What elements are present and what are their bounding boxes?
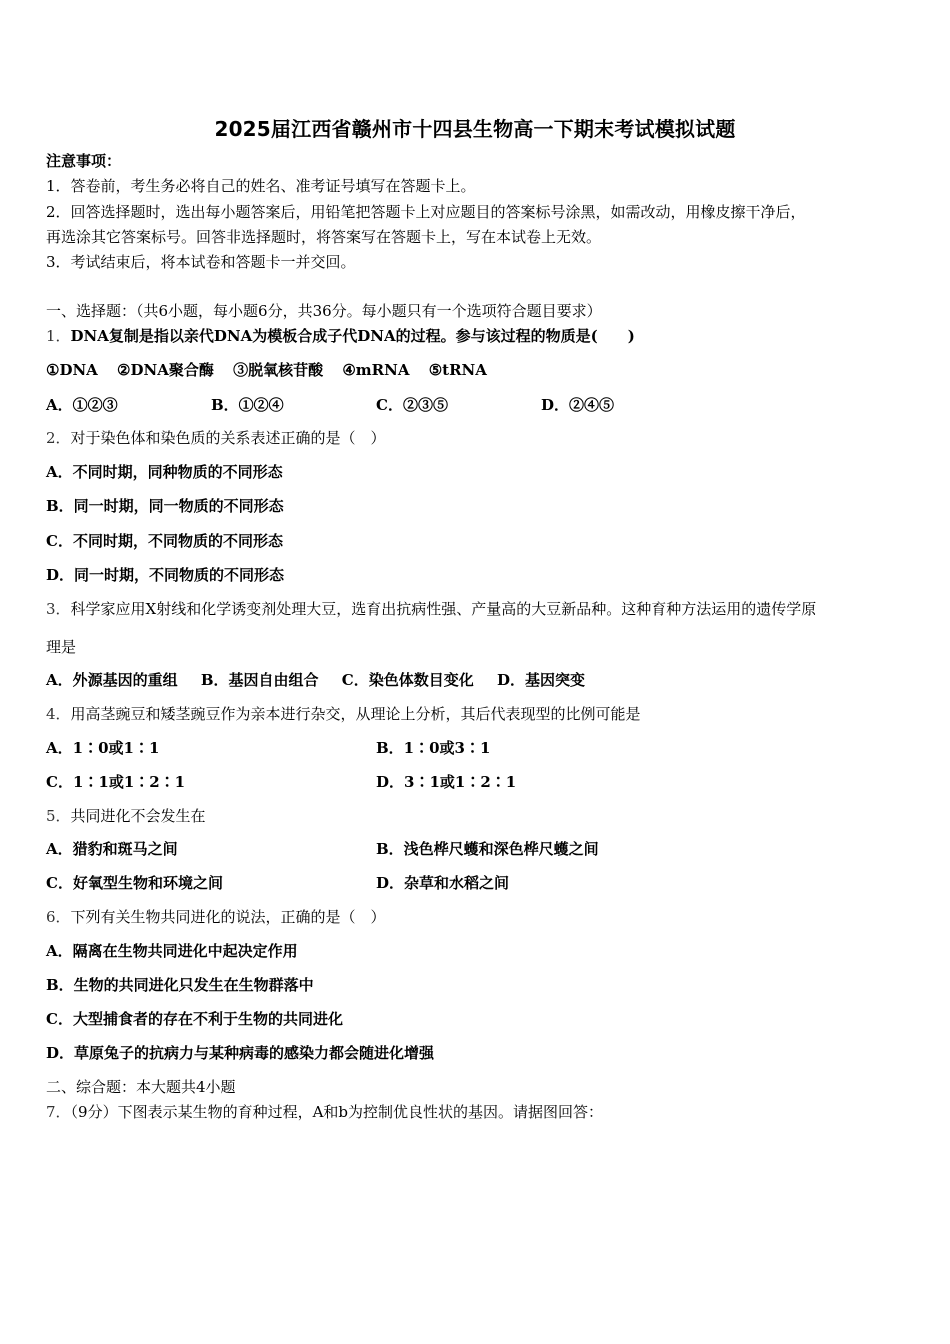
option-c: C．不同时期，不同物质的不同形态 xyxy=(46,532,283,550)
option-row xyxy=(46,670,585,690)
question-stem: 用高茎豌豆和矮茎豌豆作为亲本进行杂交，从理论上分析，其后代表现型的比例可能是 xyxy=(70,705,641,723)
option-b: B．基因自由组合 xyxy=(200,671,319,689)
notice-item: 1．答卷前，考生务必将自己的姓名、准考证号填写在答题卡上。 xyxy=(46,177,476,195)
option-a: A．①②③ xyxy=(46,396,118,414)
option-c: C．染色体数目变化 xyxy=(341,671,474,689)
option-b: B．浅色桦尺蠖和深色桦尺蠖之间 xyxy=(376,840,599,858)
notice-item: 3．考试结束后，将本试卷和答题卡一并交回。 xyxy=(46,253,356,271)
question-stem-continued: 理是 xyxy=(46,638,77,656)
option-a: A．1∶0或1∶1 xyxy=(46,739,160,757)
question-stem: 对于染色体和染色质的关系表述正确的是（ ） xyxy=(70,429,386,447)
question-number: 7． xyxy=(46,1103,71,1121)
question-number: 6． xyxy=(46,908,71,926)
option-a: A．外源基因的重组 xyxy=(46,671,178,689)
option-a: A．不同时期，同种物质的不同形态 xyxy=(46,463,283,481)
option-c: C．②③⑤ xyxy=(376,396,448,414)
option-a: A．隔离在生物共同进化中起决定作用 xyxy=(46,942,298,960)
option-b: B．生物的共同进化只发生在生物群落中 xyxy=(46,976,314,994)
question-2 xyxy=(46,428,386,448)
question-5 xyxy=(46,806,206,826)
question-number: 2． xyxy=(46,429,71,447)
notice-item: 2．回答选择题时，选出每小题答案后，用铅笔把答题卡上对应题目的答案标号涂黑，如需改动，用橡皮擦干净后， xyxy=(46,203,806,221)
question-7 xyxy=(46,1102,603,1122)
option-d: D．杂草和水稻之间 xyxy=(376,874,510,892)
option-d: D．②④⑤ xyxy=(541,396,615,414)
question-3 xyxy=(46,599,816,619)
option-a: A．猎豹和斑马之间 xyxy=(46,840,178,858)
question-number: 4． xyxy=(46,705,71,723)
option-d: D．草原兔子的抗病力与某种病毒的感染力都会随进化增强 xyxy=(46,1044,435,1062)
question-stem: 科学家应用X射线和化学诱变剂处理大豆，选育出抗病性强、产量高的大豆新品种。这种育种方法运用的遗传学原 xyxy=(70,600,817,618)
question-number: 3． xyxy=(46,600,71,618)
page-title: 2025届江西省赣州市十四县生物高一下期末考试模拟试题 xyxy=(214,117,736,141)
substance-list xyxy=(46,360,487,380)
substance-item: ④mRNA xyxy=(342,361,410,379)
question-stem: 共同进化不会发生在 xyxy=(70,807,206,825)
option-b: B．同一时期，同一物质的不同形态 xyxy=(46,497,284,515)
question-1 xyxy=(46,326,635,346)
substance-item: ①DNA xyxy=(46,361,98,379)
substance-item: ②DNA聚合酶 xyxy=(117,361,214,379)
question-number: 5． xyxy=(46,807,71,825)
substance-item: ③脱氧核苷酸 xyxy=(233,361,324,379)
question-stem: DNA复制是指以亲代DNA为模板合成子代DNA的过程。参与该过程的物质是( ) xyxy=(70,327,635,345)
question-6 xyxy=(46,907,386,927)
notice-heading: 注意事项： xyxy=(46,152,122,170)
option-d: D．基因突变 xyxy=(496,671,585,689)
option-d: D．同一时期，不同物质的不同形态 xyxy=(46,566,285,584)
question-stem: （9分）下图表示某生物的育种过程，A和b为控制优良性状的基因。请据图回答： xyxy=(70,1103,604,1121)
option-c: C．1∶1或1∶2∶1 xyxy=(46,773,186,791)
option-c: C．大型捕食者的存在不利于生物的共同进化 xyxy=(46,1010,343,1028)
option-b: B．1∶0或3∶1 xyxy=(376,739,491,757)
question-4 xyxy=(46,704,641,724)
option-b: B．①②④ xyxy=(211,396,284,414)
notice-item: 再选涂其它答案标号。回答非选择题时，将答案写在答题卡上，写在本试卷上无效。 xyxy=(46,228,602,246)
section-heading: 二、综合题：本大题共4小题 xyxy=(46,1078,236,1096)
option-d: D．3∶1或1∶2∶1 xyxy=(376,773,517,791)
section-heading: 一、选择题：（共6小题，每小题6分，共36分。每小题只有一个选项符合题目要求） xyxy=(46,302,602,320)
question-stem: 下列有关生物共同进化的说法，正确的是（ ） xyxy=(70,908,386,926)
option-c: C．好氧型生物和环境之间 xyxy=(46,874,223,892)
question-number: 1． xyxy=(46,327,71,345)
substance-item: ⑤tRNA xyxy=(428,361,487,379)
